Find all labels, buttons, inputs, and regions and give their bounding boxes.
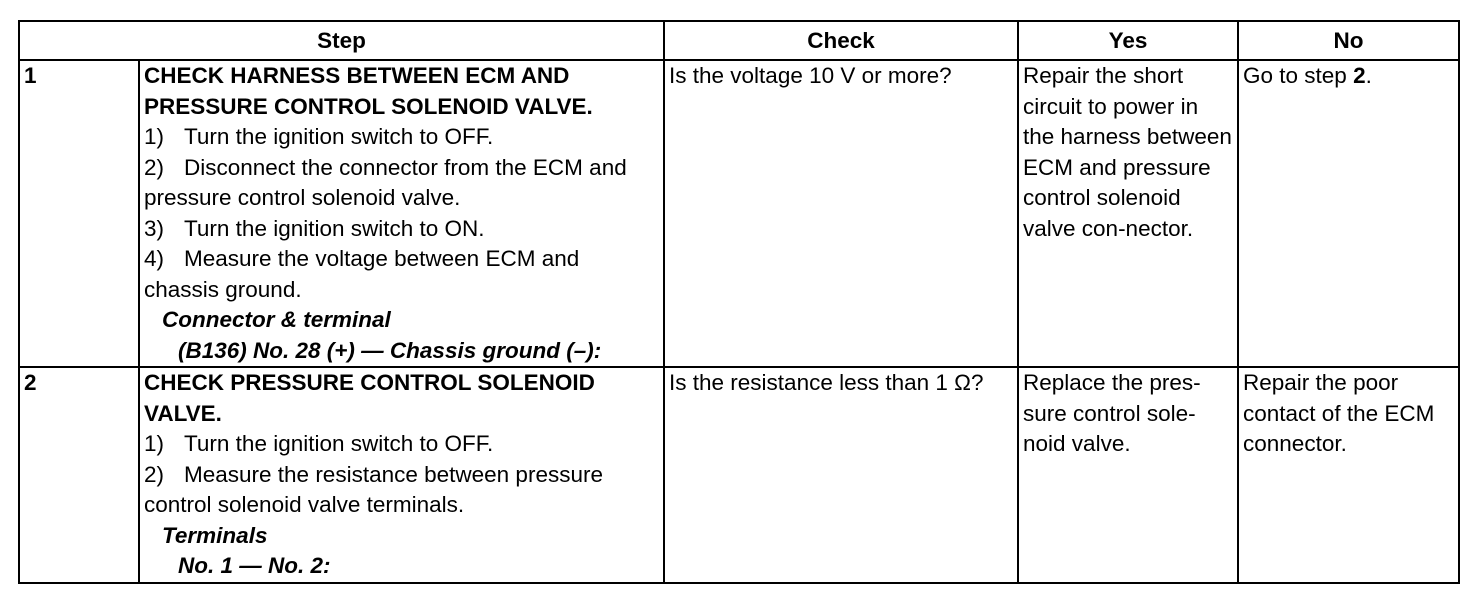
check-cell: Is the voltage 10 V or more?: [664, 60, 1018, 367]
sub-step: [144, 122, 659, 153]
no-text: Go to step: [1243, 63, 1354, 88]
sub-step: [144, 214, 659, 245]
header-row: [19, 21, 1459, 60]
header-yes: Yes: [1018, 21, 1238, 60]
sub-step-number: 4): [144, 246, 165, 271]
step-description: [139, 367, 664, 583]
sub-step-text: Disconnect the connector from the ECM and pressure control solenoid valve.: [144, 154, 627, 210]
sub-step-text: Measure the resistance between pressure control solenoid valve terminals.: [144, 461, 603, 517]
sub-step-number: 1): [144, 124, 165, 149]
sub-step: [144, 429, 659, 460]
header-check: Check: [664, 21, 1018, 60]
terminal-heading: Terminals: [162, 522, 268, 548]
sub-step-text: Measure the voltage between ECM and chassis ground.: [144, 246, 580, 302]
no-cell: Repair the poor contact of the ECM connector.: [1238, 367, 1459, 583]
sub-step-text: Turn the ignition switch to OFF.: [184, 124, 494, 149]
step-number: 2: [19, 367, 139, 583]
no-suffix: .: [1365, 63, 1372, 88]
header-step: Step: [19, 21, 664, 60]
step-description: [139, 60, 664, 367]
step-title: CHECK PRESSURE CONTROL SOLENOID VALVE.: [144, 370, 595, 426]
sub-step-number: 1): [144, 431, 165, 456]
sub-step-text: Turn the ignition switch to ON.: [184, 215, 485, 241]
step-title: CHECK HARNESS BETWEEN ECM AND PRESSURE CONTROL SOLENOID VALVE.: [144, 63, 593, 119]
yes-cell: Replace the pres-sure control sole-noid valve.: [1018, 367, 1238, 583]
sub-step-text: Turn the ignition switch to OFF.: [184, 431, 494, 456]
yes-cell: Repair the short circuit to power in the harness between ECM and pressure control solenoid valve con-nector.: [1018, 60, 1238, 367]
sub-step-number: 2): [144, 461, 165, 487]
sub-step: [144, 244, 659, 305]
terminal-value: No. 1 — No. 2:: [178, 553, 331, 578]
diagnostic-table: [18, 20, 1460, 584]
table-row: [19, 60, 1459, 367]
table-row: [19, 367, 1459, 583]
header-no: No: [1238, 21, 1459, 60]
sub-step: [144, 460, 659, 521]
sub-step: [144, 153, 659, 214]
no-cell: [1238, 60, 1459, 367]
sub-step-number: 2): [144, 154, 165, 180]
terminal-heading: Connector & terminal: [162, 307, 391, 332]
sub-step-number: 3): [144, 215, 165, 241]
step-number: 1: [19, 60, 139, 367]
no-step-link: 2: [1353, 63, 1366, 88]
check-cell: Is the resistance less than 1 Ω?: [664, 367, 1018, 583]
terminal-value: (B136) No. 28 (+) — Chassis ground (–):: [178, 337, 602, 363]
